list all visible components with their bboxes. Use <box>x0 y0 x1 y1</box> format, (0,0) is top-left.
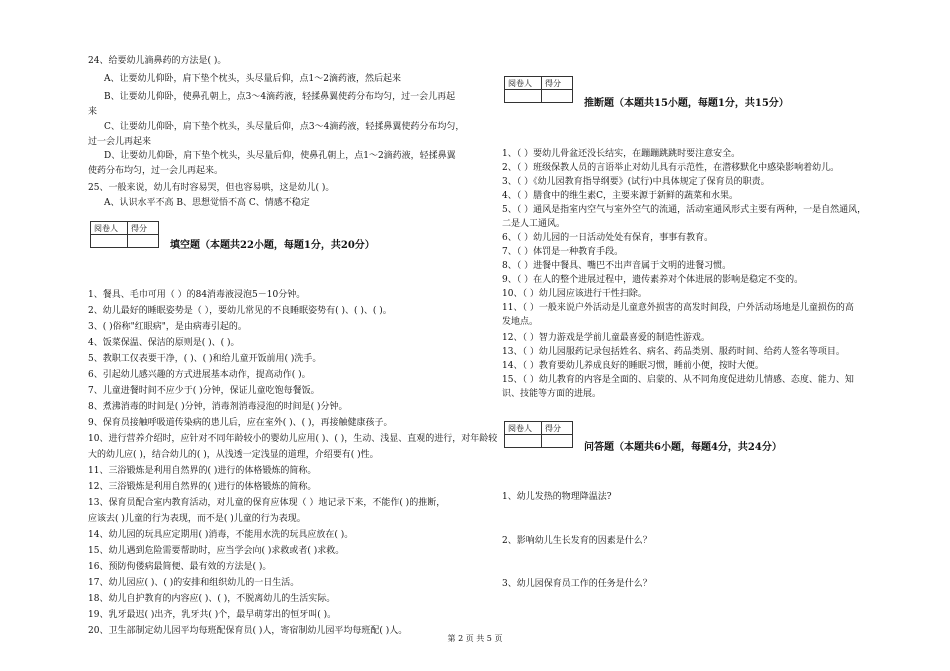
q24-line: 25、一般来说，幼儿有时容易哭，但也容易哄，这是幼儿( )。 <box>88 183 335 193</box>
judge-line: 9、（ ）在人的整个进展过程中，遗传素养对个体进展的影响是稳定不变的。 <box>502 275 804 285</box>
judge-line: 15、（ ）幼儿教育的内容是全面的、启蒙的、从不同角度促进幼儿情感、态度、能力、知 <box>502 375 854 385</box>
judge-line: 识、技能等方面的进展。 <box>502 389 602 399</box>
judge-line: 6、（ ）幼儿园的一日活动处处有保育，事事有教育。 <box>502 233 714 243</box>
grader-label: 阅卷人 <box>91 222 128 235</box>
qa-line: 2、影响幼儿生长发育的因素是什么？ <box>502 536 652 546</box>
judge-line: 发地点。 <box>502 317 539 327</box>
grader-cell <box>91 235 128 248</box>
qa-line: 1、幼儿发热的物理降温法? <box>502 492 612 502</box>
score-box-qa <box>504 421 573 448</box>
fill-section-title: 填空题（本题共22小题，每题1分，共20分） <box>170 240 375 251</box>
score-cell <box>542 435 573 448</box>
fill-line: 8、煮沸消毒的时间是( )分钟，消毒剂消毒浸泡的时间是( )分钟。 <box>88 402 348 412</box>
q24-line: 来 <box>88 107 98 117</box>
fill-line: 2、幼儿最好的睡眠姿势是（ ），要幼儿常见的不良睡眠姿势有( )、( )、( )。 <box>88 306 392 316</box>
judge-section-title: 推断题（本题共15小题，每题1分，共15分） <box>584 98 789 109</box>
judge-line: 3、（ ）《幼儿园教育指导纲要》(试行)中具体规定了保育员的职责。 <box>502 177 770 187</box>
judge-line: 12、（ ）智力游戏是学前儿童最喜爱的制造性游戏。 <box>502 333 710 343</box>
fill-line: 13、保育员配合室内教育活动，对儿童的保育应体现（ ）地记录下来，不能作( )的推断， <box>88 498 446 508</box>
fill-line: 17、幼儿园应( )、( )的安排和组织幼儿的一日生活。 <box>88 578 300 588</box>
score-label: 得分 <box>542 77 573 90</box>
fill-line: 应该去( )儿童的行为表现，而不是( )儿童的行为表现。 <box>88 514 306 524</box>
fill-line: 3、( )俗称"红眼病"，是由病毒引起的。 <box>88 322 247 332</box>
fill-line: 20、卫生部制定幼儿园平均每班配保育员( )人，寄宿制幼儿园平均每班配( )人。 <box>88 626 408 636</box>
fill-line: 16、预防佝偻病最简便、最有效的方法是( )。 <box>88 562 272 572</box>
judge-line: 14、（ ）教育要幼儿养成良好的睡眠习惯，睡前小便，按时大便。 <box>502 361 764 371</box>
grader-cell <box>505 435 542 448</box>
page-footer: 第 2 页 共 5 页 <box>447 634 503 643</box>
score-cell <box>128 235 159 248</box>
q24-line: 过一会儿再起来 <box>88 137 152 147</box>
fill-line: 18、幼儿自护教育的内容应( )、( )，不脱离幼儿的生活实际。 <box>88 594 336 604</box>
judge-line: 7、（ ）体罚是一种教育手段。 <box>502 247 624 257</box>
judge-line: 二是人工通风。 <box>502 219 566 229</box>
q24-line: B、让要幼儿仰卧，使鼻孔朝上，点3～4滴药液，轻揉鼻翼使药分布均匀，过一会儿再起 <box>104 92 456 102</box>
fill-line: 15、幼儿遇到危险需要帮助时，应当学会向( )求救或者( )求救。 <box>88 546 345 556</box>
q24-line: 24、给要幼儿滴鼻药的方法是( )。 <box>88 56 227 66</box>
grader-label: 阅卷人 <box>505 77 542 90</box>
fill-line: 6、引起幼儿感兴趣的方式进展基本动作，提高动作( )。 <box>88 370 311 380</box>
judge-line: 5、（ ）通风是指室内空气与室外空气的流通，活动室通风形式主要有两种，一是自然通风， <box>502 205 867 215</box>
qa-section-title: 问答题（本题共6小题，每题4分，共24分） <box>584 442 782 453</box>
fill-line: 14、幼儿园的玩具应定期用( )消毒，不能用水洗的玩具应放在( )。 <box>88 530 354 540</box>
fill-line: 11、三浴锻炼是利用自然界的( )进行的体格锻炼的简称。 <box>88 466 317 476</box>
score-box-judge <box>504 76 573 103</box>
q24-line: C、让要幼儿仰卧，肩下垫个枕头，头尽量后仰，点3～4滴药液，轻揉鼻翼使药分布均匀， <box>104 122 465 132</box>
score-label: 得分 <box>542 422 573 435</box>
grader-label: 阅卷人 <box>505 422 542 435</box>
fill-line: 4、饭菜保温、保洁的原则是( )、( )。 <box>88 338 240 348</box>
q24-line: D、让要幼儿仰卧，肩下垫个枕头，头尽量后仰，使鼻孔朝上，点1～2滴药液，轻揉鼻翼 <box>104 151 456 161</box>
judge-line: 2、（ ）班级保教人员的言语举止对幼儿具有示范性，在潜移默化中感染影响着幼儿。 <box>502 163 840 173</box>
q24-line: A、认识水平不高 B、思想觉悟不高 C、情感不稳定 <box>104 198 310 208</box>
fill-line: 9、保育员接触呼吸道传染病的患儿后，应在室外( )、( )，再接触健康孩子。 <box>88 418 393 428</box>
judge-line: 4、（ ）膳食中的维生素C，主要来源于新鲜的蔬菜和水果。 <box>502 191 738 201</box>
fill-line: 12、三浴锻炼是利用自然界的( )进行的体格锻炼的简称。 <box>88 482 317 492</box>
fill-line: 大的幼儿应( )，结合幼儿的( )，从浅透一定浅显的道理，介绍要有( )性。 <box>88 450 379 460</box>
score-box-fill <box>90 221 159 248</box>
qa-line: 3、幼儿园保育员工作的任务是什么？ <box>502 579 652 589</box>
fill-line: 10、进行营养介绍时，应针对不同年龄较小的婴幼儿应用( )、( )，生动、浅显、直观的进行，对年龄较 <box>88 434 498 444</box>
fill-line: 5、教职工仅表要干净，( )、( )和给儿童开饭前用( )洗手。 <box>88 354 322 364</box>
q24-line: 使药分布均匀，过一会儿再起来。 <box>88 166 224 176</box>
judge-line: 11、（ ）一般来说户外活动是儿童意外损害的高发时间段，户外活动场地是儿童损伤的高 <box>502 303 854 313</box>
judge-line: 10、（ ）幼儿园应该进行干性扫除。 <box>502 289 647 299</box>
judge-line: 8、（ ）进餐中餐具、嘴巴不出声音属于文明的进餐习惯。 <box>502 261 732 271</box>
score-label: 得分 <box>128 222 159 235</box>
judge-line: 1、（ ）要幼儿骨盆还没长结实，在蹦蹦跳跳时要注意安全。 <box>502 149 741 159</box>
q24-line: A、让要幼儿仰卧，肩下垫个枕头，头尽量后仰，点1～2滴药液，然后起来 <box>104 74 401 84</box>
fill-line: 19、乳牙最迟( )出齐，乳牙共( )个，最早萌芽出的恒牙叫( )。 <box>88 610 337 620</box>
score-cell <box>542 90 573 103</box>
grader-cell <box>505 90 542 103</box>
fill-line: 1、餐具、毛巾可用（ ）的84消毒液浸泡5－10分钟。 <box>88 290 306 300</box>
fill-line: 7、儿童进餐时间不应少于( )分钟，保证儿童吃饱每餐饭。 <box>88 386 320 396</box>
judge-line: 13、（ ）幼儿园服药记录包括姓名、病名、药品类别、服药时间、给药人签名等项目。 <box>502 347 845 357</box>
